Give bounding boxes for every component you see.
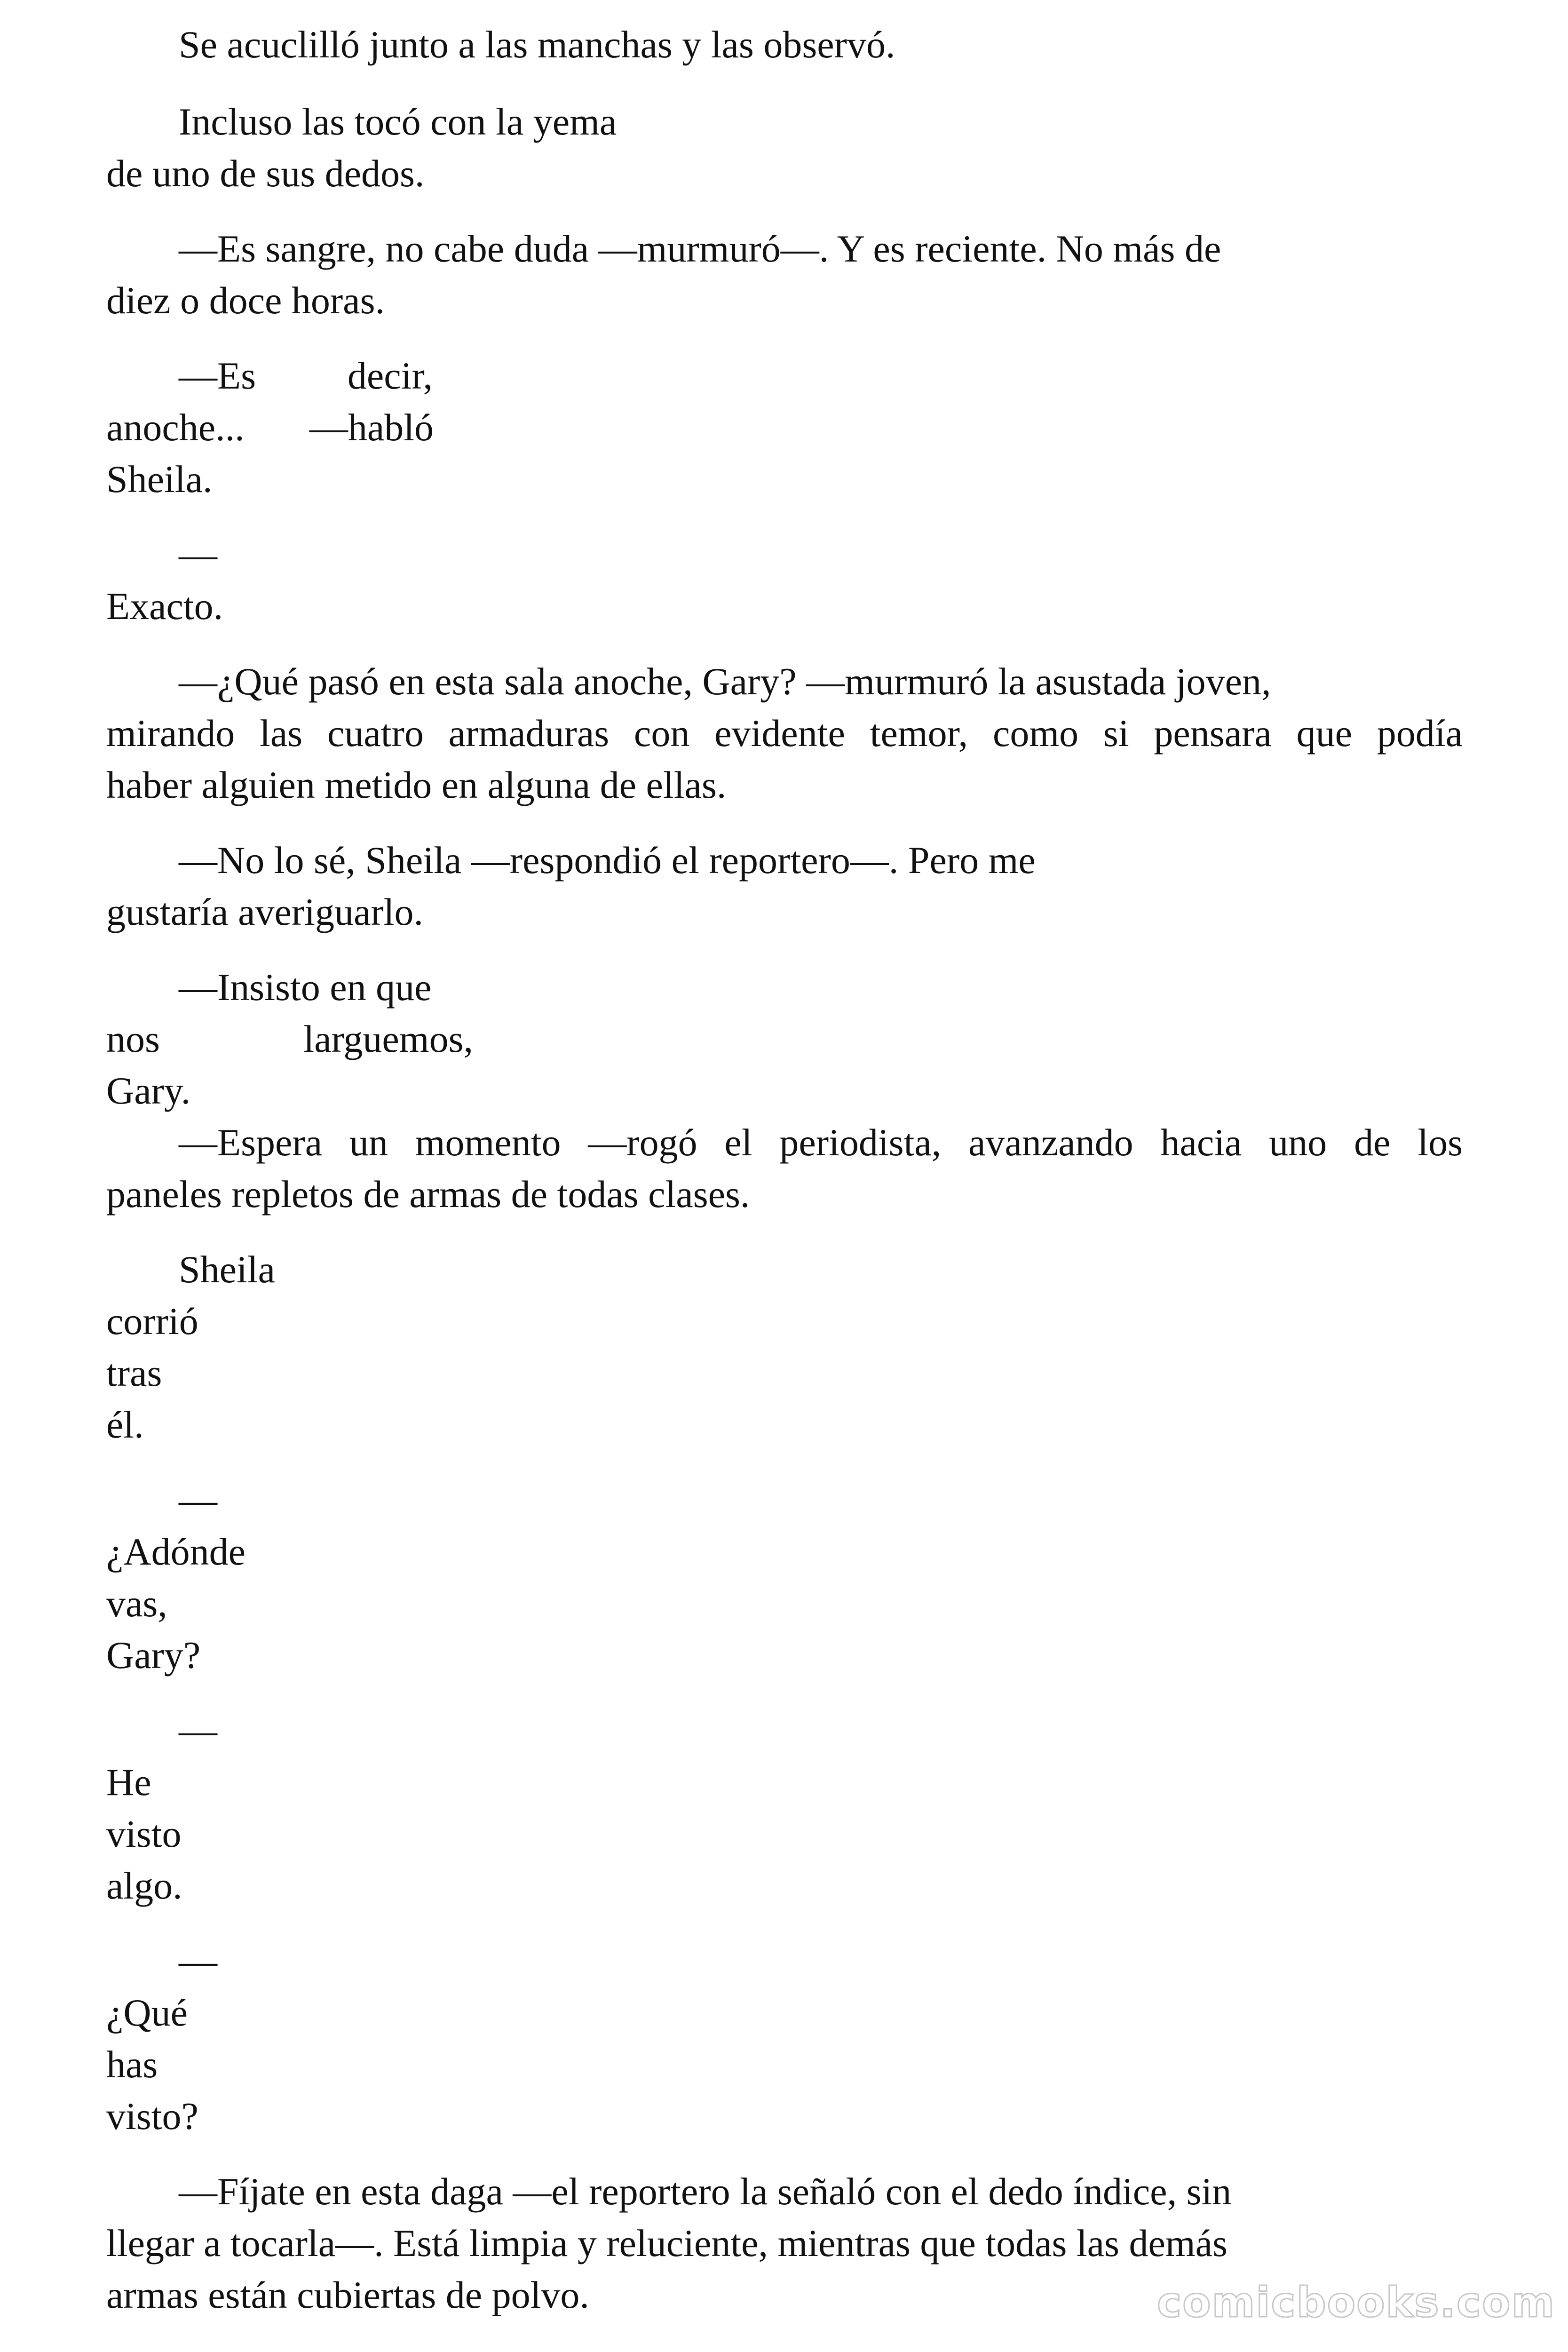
text-line: visto — [106, 1812, 182, 1855]
text-line: —Espera un momento —rogó el periodista, avanzando hacia uno de los — [179, 1121, 1463, 1164]
text-line: Sheila — [179, 1248, 275, 1291]
text-line: Gary? — [106, 1634, 201, 1677]
text-line: mirando las cuatro armaduras con evidente temor, como si pensara que podía — [106, 712, 1463, 755]
text-line: —Insisto en que — [179, 966, 432, 1009]
text-line: Incluso las tocó con la yema — [179, 100, 617, 143]
word: decir, — [347, 354, 433, 397]
text-line: llegar a tocarla—. Está limpia y reluciente, mientras que todas las demás — [106, 2222, 1227, 2265]
word: nos — [106, 1017, 160, 1060]
text-line: — — [179, 1939, 217, 1982]
text-line: — — [179, 1478, 217, 1521]
text-line: ¿Qué — [106, 1991, 188, 2034]
text-line: Gary. — [106, 1069, 191, 1112]
word: larguemos, — [303, 1017, 473, 1060]
text-line: algo. — [106, 1864, 182, 1907]
text-line: —¿Qué pasó en esta sala anoche, Gary? —murmuró la asustada joven, — [179, 660, 1271, 703]
text-line: Exacto. — [106, 585, 223, 628]
text-line: —No lo sé, Sheila —respondió el reportero—. Pero me — [179, 839, 1036, 882]
text-line: tras — [106, 1351, 162, 1394]
text-line — [179, 354, 433, 397]
text-line: He — [106, 1761, 151, 1804]
text-line: has — [106, 2043, 158, 2086]
text-line: diez o doce horas. — [106, 279, 385, 322]
text-line: armas están cubiertas de polvo. — [106, 2273, 589, 2316]
text-line: vas, — [106, 1582, 167, 1625]
text-line: Se acuclilló junto a las manchas y las observó. — [179, 23, 895, 66]
text-line: corrió — [106, 1300, 198, 1343]
text-line: él. — [106, 1403, 144, 1446]
text-line — [106, 1017, 473, 1060]
word: —habló — [309, 406, 434, 449]
watermark-logo: comicbooks.com — [1157, 2278, 1556, 2327]
text-line: de uno de sus dedos. — [106, 152, 425, 195]
text-line: paneles repletos de armas de todas clases. — [106, 1173, 750, 1216]
word: —Es — [179, 354, 256, 397]
text-line: ¿Adónde — [106, 1530, 246, 1573]
text-line: Sheila. — [106, 458, 213, 501]
text-line: gustaría averiguarlo. — [106, 890, 423, 933]
text-line: visto? — [106, 2095, 198, 2137]
text-line: —Fíjate en esta daga —el reportero la señaló con el dedo índice, sin — [179, 2170, 1232, 2213]
text-line — [106, 408, 434, 447]
word: anoche... — [106, 406, 245, 449]
text-line: haber alguien metido en alguna de ellas. — [106, 763, 727, 806]
text-line: —Es sangre, no cabe duda —murmuró—. Y es reciente. No más de — [179, 227, 1221, 270]
text-line: — — [179, 533, 217, 576]
text-line: — — [179, 1709, 217, 1752]
